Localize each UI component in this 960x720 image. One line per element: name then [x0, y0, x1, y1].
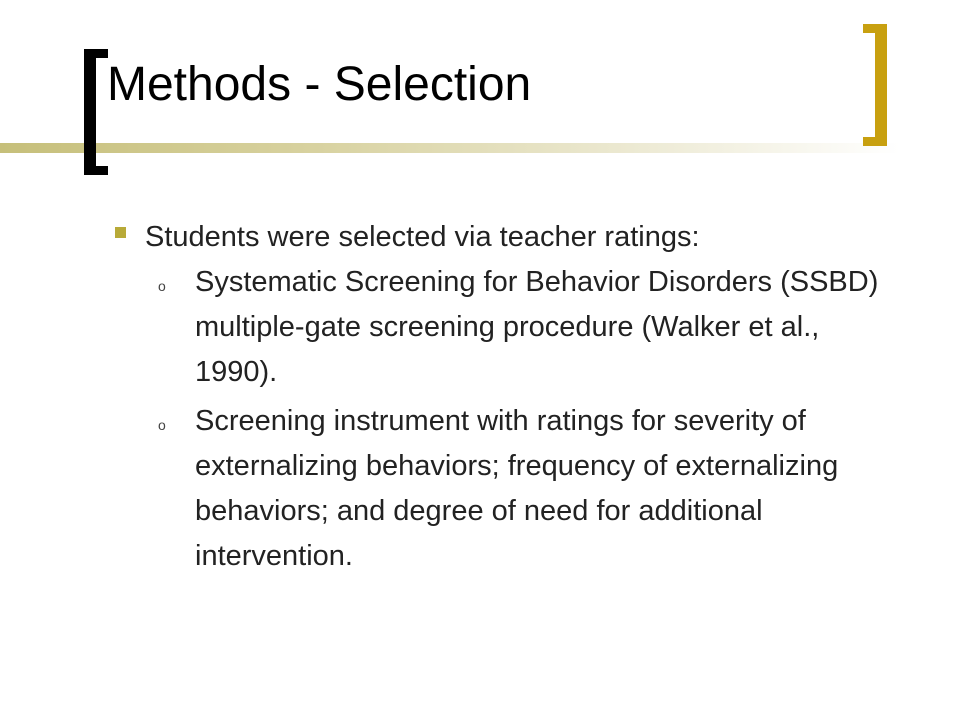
slide-body [112, 214, 902, 579]
slide-title: Methods - Selection [107, 58, 532, 111]
square-bullet-icon [115, 227, 126, 238]
bullet-text: Students were selected via teacher ratings: [145, 221, 700, 253]
sub-bullet-list [112, 260, 902, 579]
sub-bullet-text: Screening instrument with ratings for severity of externalizing behaviors; frequency of externalizing behaviors; and degree of need for additional intervention. [195, 405, 839, 572]
circle-bullet-icon: o [158, 417, 166, 433]
title-divider-line [0, 143, 900, 153]
right-bracket-decoration [875, 24, 887, 146]
sub-bullet-item [112, 260, 902, 395]
sub-bullet-item [112, 399, 902, 579]
left-bracket-decoration [84, 49, 96, 175]
circle-bullet-icon: o [158, 278, 166, 294]
bullet-item [112, 214, 902, 260]
sub-bullet-text: Systematic Screening for Behavior Disorders (SSBD) multiple-gate screening procedure (Walker et al., 1990). [195, 266, 879, 388]
